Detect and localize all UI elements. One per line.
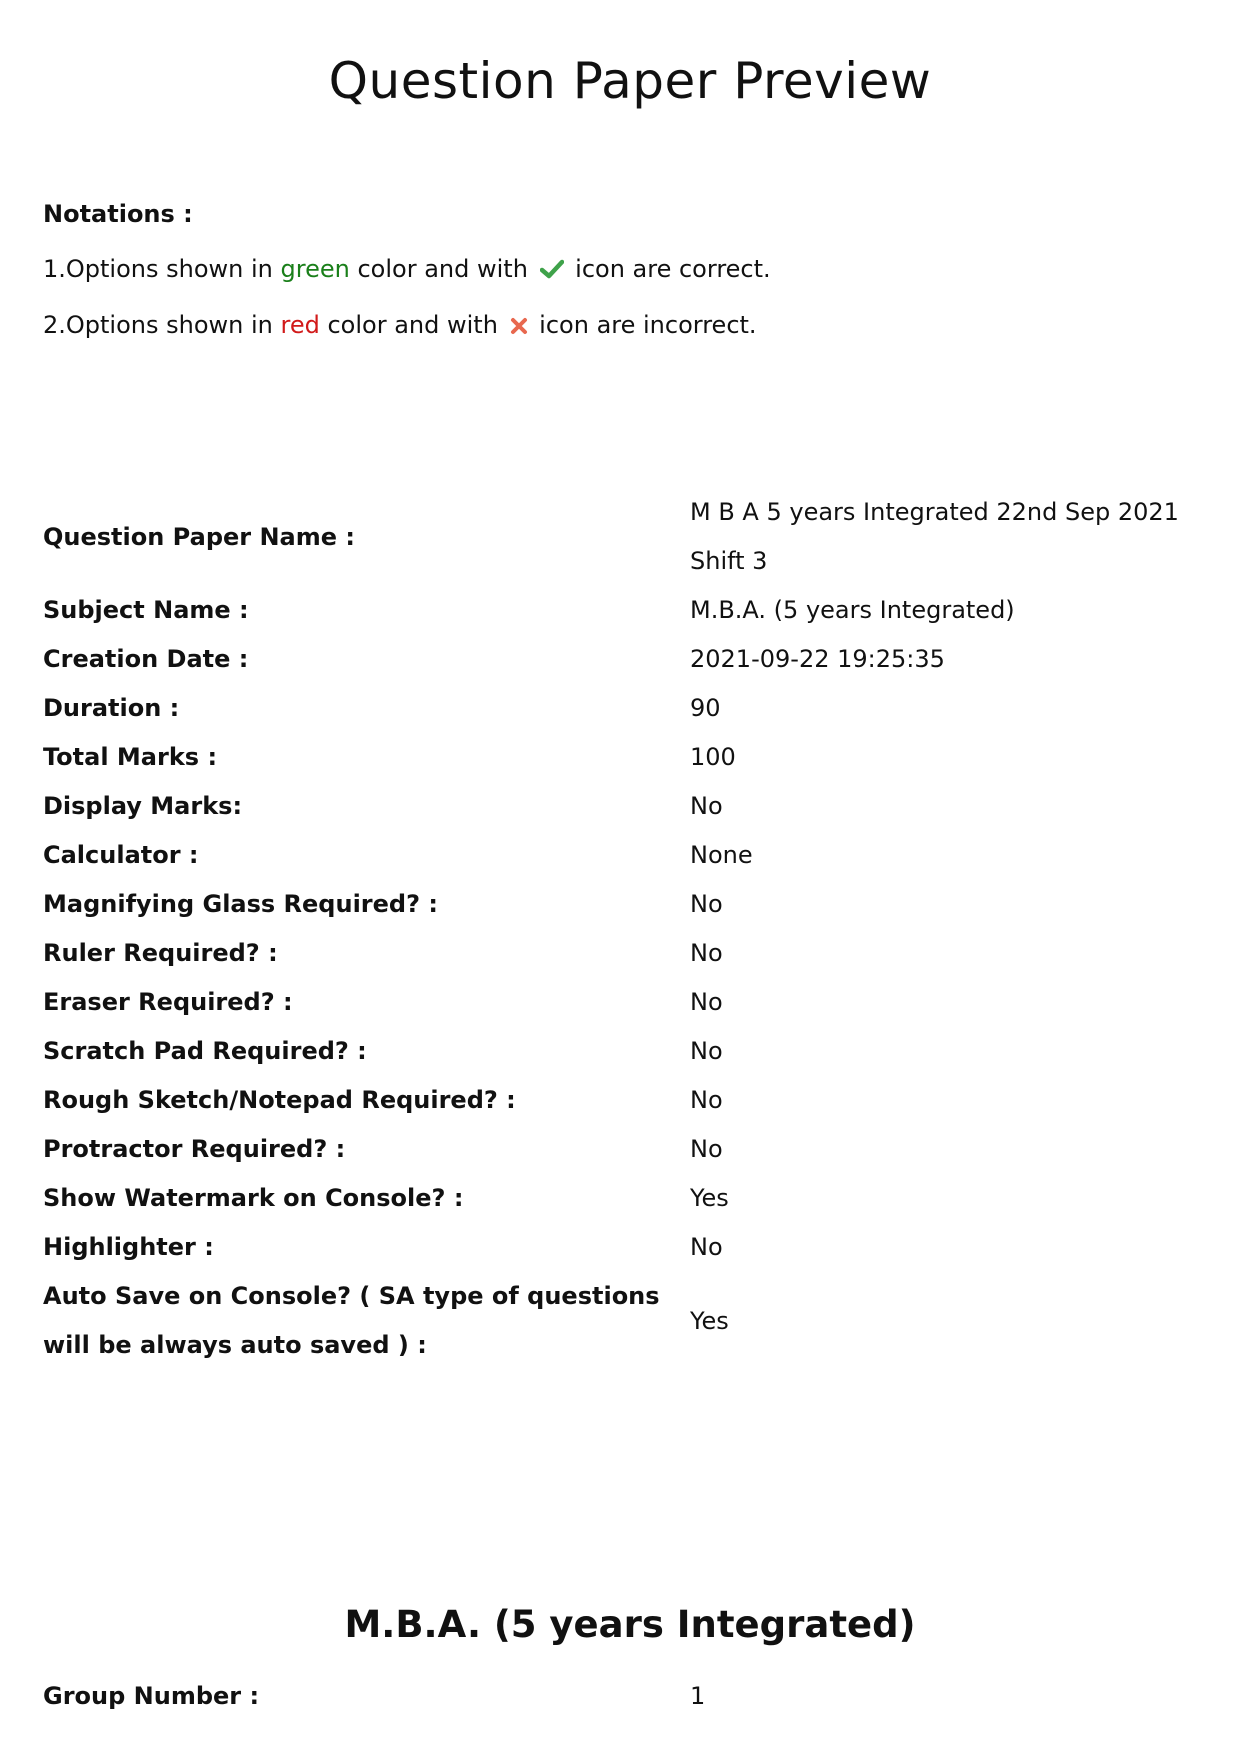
table-row — [43, 782, 1203, 831]
info-value: No — [690, 1233, 723, 1261]
notation-incorrect-line — [43, 311, 771, 367]
info-value: No — [690, 939, 723, 967]
info-label: Creation Date : — [43, 645, 249, 673]
notation-incorrect-suffix: icon are incorrect. — [531, 311, 757, 339]
table-row — [43, 1027, 1203, 1076]
info-label: Magnifying Glass Required? : — [43, 890, 438, 918]
table-row — [43, 978, 1203, 1027]
info-value: 2021-09-22 19:25:35 — [690, 645, 945, 673]
info-value: No — [690, 1086, 723, 1114]
check-icon — [540, 257, 564, 285]
notation-correct-suffix: icon are correct. — [567, 255, 771, 283]
cross-icon — [510, 313, 528, 341]
info-label: Duration : — [43, 694, 180, 722]
notation-incorrect-middle: color and with — [319, 311, 506, 339]
notation-red-word: red — [280, 311, 320, 339]
info-label: Eraser Required? : — [43, 988, 293, 1016]
info-label: Highlighter : — [43, 1233, 214, 1261]
info-label: Question Paper Name : — [43, 522, 355, 551]
info-value: No — [690, 792, 723, 820]
notation-correct-middle: color and with — [349, 255, 536, 283]
info-value: No — [690, 988, 723, 1016]
info-label: Scratch Pad Required? : — [43, 1037, 367, 1065]
info-value: No — [690, 890, 723, 918]
notation-incorrect-prefix: 2.Options shown in — [43, 311, 281, 339]
table-row — [43, 1223, 1203, 1272]
page-title: Question Paper Preview — [328, 52, 932, 110]
info-label: Ruler Required? : — [43, 939, 278, 967]
info-value: No — [690, 1037, 723, 1065]
info-value: 90 — [690, 694, 721, 722]
table-row — [43, 635, 1203, 684]
info-value: Yes — [690, 1306, 729, 1335]
section-title: M.B.A. (5 years Integrated) — [344, 1603, 916, 1646]
notation-correct-line — [43, 255, 771, 311]
table-row — [43, 1125, 1203, 1174]
table-row — [43, 488, 1203, 586]
info-value: Yes — [690, 1184, 729, 1212]
group-number-value: 1 — [690, 1682, 706, 1710]
table-row — [43, 831, 1203, 880]
table-row — [43, 586, 1203, 635]
info-label: Show Watermark on Console? : — [43, 1184, 464, 1212]
info-label: Display Marks: — [43, 792, 243, 820]
notations-heading: Notations : — [43, 200, 193, 228]
table-row — [43, 733, 1203, 782]
info-value: 100 — [690, 743, 736, 771]
group-number-row — [43, 1672, 1203, 1721]
notation-correct-prefix: 1.Options shown in — [43, 255, 281, 283]
info-label: Calculator : — [43, 841, 199, 869]
table-row — [43, 929, 1203, 978]
info-label: Subject Name : — [43, 596, 249, 624]
notation-green-word: green — [280, 255, 350, 283]
info-label: Protractor Required? : — [43, 1135, 346, 1163]
paper-info-table — [43, 488, 1203, 1370]
info-label: Total Marks : — [43, 743, 218, 771]
notations-block — [43, 200, 771, 367]
table-row — [43, 1076, 1203, 1125]
table-row — [43, 1174, 1203, 1223]
info-value: M B A 5 years Integrated 22nd Sep 2021 Shift 3 — [690, 498, 1179, 575]
info-label: Rough Sketch/Notepad Required? : — [43, 1086, 516, 1114]
group-number-label: Group Number : — [43, 1682, 260, 1710]
info-label: Auto Save on Console? ( SA type of questions will be always auto saved ) : — [43, 1282, 660, 1359]
info-value: None — [690, 841, 753, 869]
info-value: M.B.A. (5 years Integrated) — [690, 596, 1015, 624]
table-row — [43, 684, 1203, 733]
info-value: No — [690, 1135, 723, 1163]
table-row — [43, 880, 1203, 929]
table-row — [43, 1272, 1203, 1370]
